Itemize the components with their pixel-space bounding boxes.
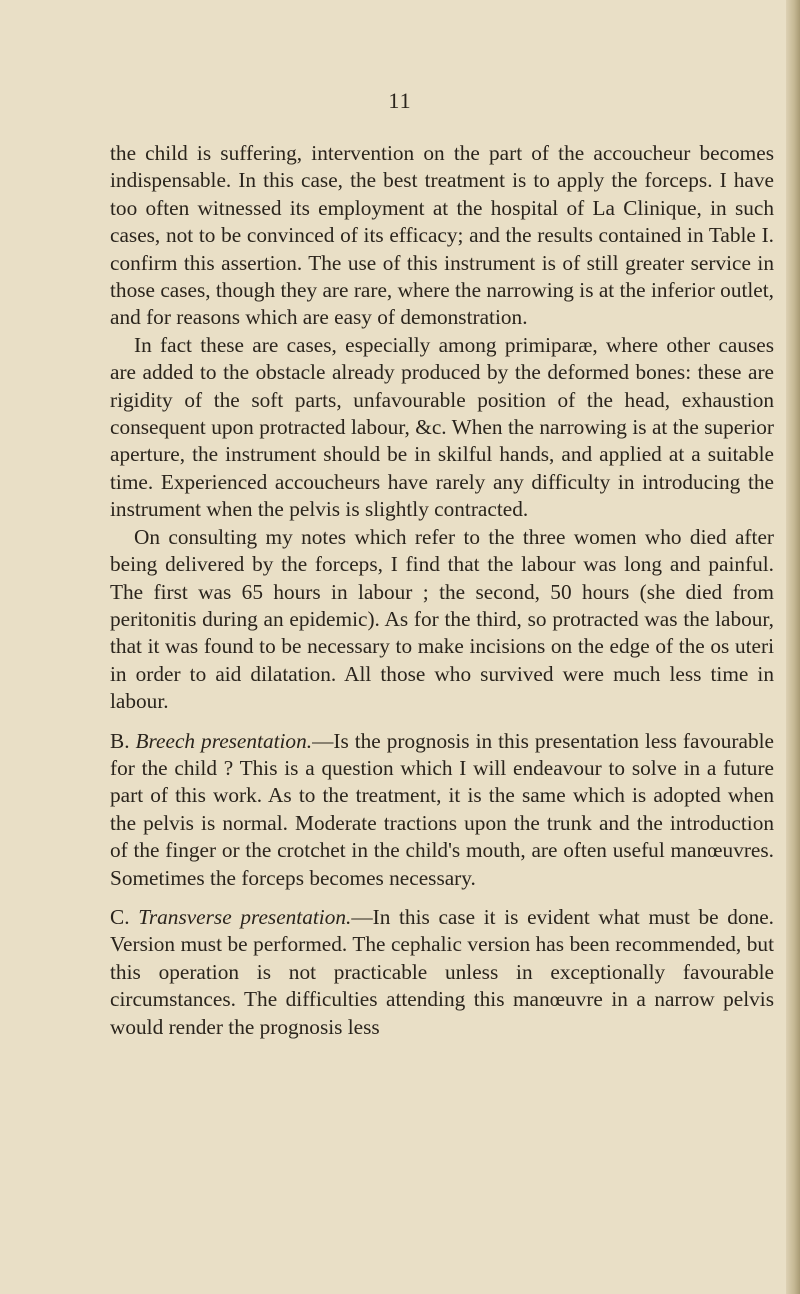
section-c-title: Transverse presentation. [138, 904, 352, 929]
paragraph-1: the child is suffering, intervention on the part of the accoucheur becomes indispensable. In this case, the best treatment is to apply the forceps. I have too often witnessed its employment at the hospital of La Clinique, in such cases, not to be convinced of its efficacy; and the results contained in Table I. confirm this assertion. The use of this instrument is of still greater service in those cases, though they are rare, where the narrowing is at the inferior outlet, and for reasons which are easy of demonstration. [110, 141, 774, 330]
page-number: 11 [388, 88, 412, 113]
body-text [110, 140, 774, 1041]
section-c-paragraph [110, 904, 774, 1041]
section-b-letter: B. [110, 728, 130, 753]
section-b-paragraph [110, 728, 774, 892]
paragraph-2: In fact these are cases, especially among primiparæ, where other causes are added to the obstacle already produced by the deformed bones: these are rigidity of the soft parts, unfavourable position of the head, exhaustion consequent upon protracted labour, &c. When the narrowing is at the superior aperture, the instrument should be in skilful hands, and applied at a suitable time. Experienced accoucheurs have rarely any difficulty in introducing the instrument when the pelvis is slightly contracted. [110, 332, 774, 522]
section-c-letter: C. [110, 904, 130, 929]
section-c-text: —In this case it is evident what must be done. Version must be performed. The cephalic version has been recommended, but this operation is not practicable unless in exceptionally favourable circumstances. The difficulties attending this manœuvre in a narrow pelvis would render the prognosis less [110, 904, 775, 1039]
section-b-title: Breech presentation. [135, 728, 313, 753]
page-edge [786, 0, 800, 1294]
paragraph-3: On consulting my notes which refer to the three women who died after being delivered by the forceps, I find that the labour was long and painful. The first was 65 hours in labour ; the second, 50 hours (she died from peritonitis during an epidemic). As for the third, so protracted was the labour, that it was found to be necessary to make incisions on the edge of the os uteri in order to aid dilatation. All those who survived were much less time in labour. [110, 524, 774, 714]
section-b-text: —Is the prognosis in this presentation less favourable for the child ? This is a question which I will endeavour to solve in a future part of this work. As to the treatment, it is the same which is adopted when the pelvis is normal. Moderate tractions upon the trunk and the introduction of the finger or the crotchet in the child's mouth, are often useful manœuvres. Sometimes the forceps becomes necessary. [110, 728, 774, 890]
